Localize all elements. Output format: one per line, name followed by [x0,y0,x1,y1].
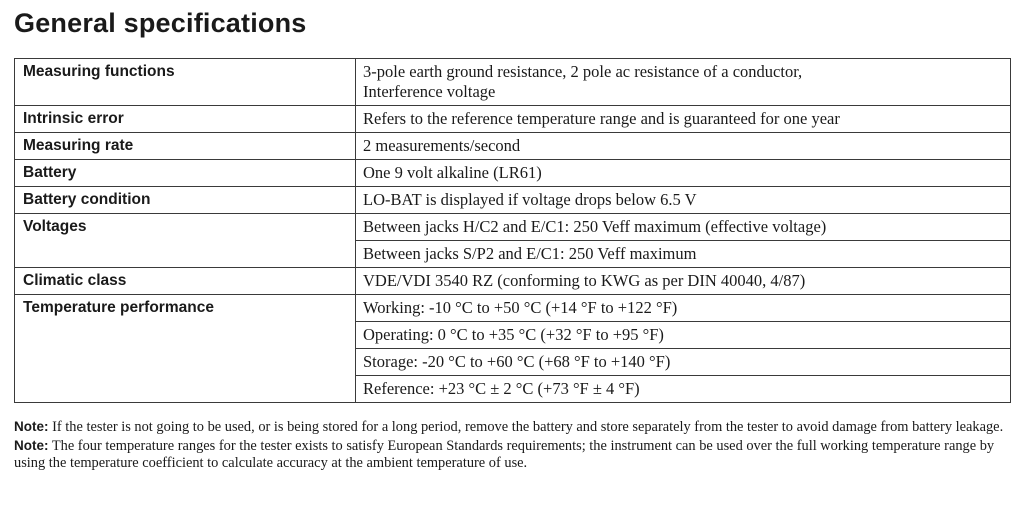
table-row [15,133,1011,160]
table-row [15,268,1011,295]
notes-section [14,418,1014,473]
spec-value-voltages-1: Between jacks H/C2 and E/C1: 250 Veff maximum (effective voltage) [356,214,1011,241]
spec-label-measuring-functions: Measuring functions [15,59,356,106]
spec-label-measuring-rate: Measuring rate [15,133,356,160]
page-title: General specifications [14,8,307,38]
note-battery-storage [14,418,1014,437]
spec-value-measuring-rate: 2 measurements/second [356,133,1011,160]
table-row [15,160,1011,187]
spec-value-battery-condition: LO-BAT is displayed if voltage drops below 6.5 V [356,187,1011,214]
note-text: The four temperature ranges for the tester exists to satisfy European Standards requirements; the instrument can be used over the full working temperature range by using the temperature coefficient to calculate accuracy at the ambient temperature of use. [14,437,995,471]
spec-value-temperature-storage: Storage: -20 °C to +60 °C (+68 °F to +140 °F) [356,349,1011,376]
spec-value-battery: One 9 volt alkaline (LR61) [356,160,1011,187]
note-temperature-ranges [14,437,1014,473]
spec-value-measuring-functions [356,59,1011,106]
spec-value-line: 3-pole earth ground resistance, 2 pole ac resistance of a conductor, [363,62,803,81]
spec-label-voltages: Voltages [15,214,356,268]
table-row [15,214,1011,241]
spec-value-temperature-operating: Operating: 0 °C to +35 °C (+32 °F to +95 °F) [356,322,1011,349]
spec-value-line: Interference voltage [363,82,496,101]
spec-label-temperature-performance: Temperature performance [15,295,356,403]
table-row [15,295,1011,322]
spec-value-temperature-working: Working: -10 °C to +50 °C (+14 °F to +122 °F) [356,295,1011,322]
note-text: If the tester is not going to be used, or is being stored for a long period, remove the battery and store separately from the tester to avoid damage from battery leakage. [48,419,1004,435]
spec-label-climatic-class: Climatic class [15,268,356,295]
spec-label-battery-condition: Battery condition [15,187,356,214]
spec-value-temperature-reference: Reference: +23 °C ± 2 °C (+73 °F ± 4 °F) [356,376,1011,403]
spec-value-voltages-2: Between jacks S/P2 and E/C1: 250 Veff maximum [356,241,1011,268]
spec-label-intrinsic-error: Intrinsic error [15,106,356,133]
spec-value-intrinsic-error: Refers to the reference temperature range and is guaranteed for one year [356,106,1011,133]
table-row [15,59,1011,106]
table-row [15,187,1011,214]
table-row [15,106,1011,133]
spec-value-climatic-class: VDE/VDI 3540 RZ (conforming to KWG as per DIN 40040, 4/87) [356,268,1011,295]
general-specifications-table [14,58,1011,403]
note-label: Note: [14,419,49,434]
note-label: Note: [14,437,49,453]
spec-label-battery: Battery [15,160,356,187]
